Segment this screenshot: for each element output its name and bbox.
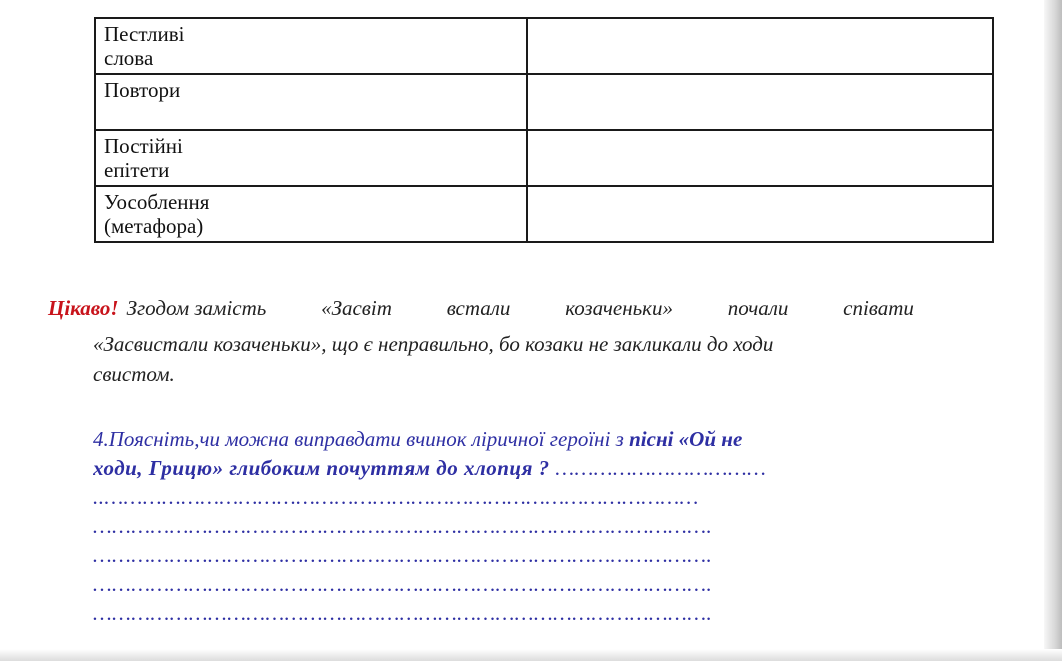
answer-cell[interactable] xyxy=(527,74,993,130)
answer-line[interactable]: ……………………………………………………………………………………. xyxy=(93,543,713,567)
page-edge-shadow xyxy=(1044,0,1062,661)
table-row xyxy=(95,130,993,186)
term-cell xyxy=(95,74,527,130)
note-word: почали xyxy=(727,296,789,320)
term-text: епітети xyxy=(104,158,170,183)
note-label: Цікаво! xyxy=(48,296,119,320)
page-bottom-shadow xyxy=(0,649,1062,661)
answer-cell[interactable] xyxy=(527,18,993,74)
term-text: (метафора) xyxy=(104,214,204,239)
answer-lines xyxy=(93,483,913,628)
table-row xyxy=(95,186,993,242)
term-text: Уособлення xyxy=(104,190,210,214)
answer-cell[interactable] xyxy=(527,186,993,242)
answer-line[interactable]: ……………………………………………………………………………………. xyxy=(93,572,713,596)
literary-devices-table xyxy=(94,17,994,243)
note-line-3: свистом. xyxy=(93,362,175,386)
term-cell xyxy=(95,130,527,186)
table-row xyxy=(95,74,993,130)
term-text: слова xyxy=(104,46,154,71)
term-text: Пестливі xyxy=(104,22,185,46)
note-word: Згодом замість xyxy=(126,296,267,320)
answer-line[interactable]: ..………………………………………………………………………………… xyxy=(93,485,699,509)
task-song-title-cont: ходи, Грицю» глибоким почуттям до хлопця ? xyxy=(93,456,550,480)
note-word: козаченьки» xyxy=(565,296,673,320)
answer-line[interactable]: ……………………………………………………………………………………. xyxy=(93,601,713,625)
task-song-title: пісні «Ой не xyxy=(629,427,743,451)
term-text: Повтори xyxy=(104,78,181,102)
note-word: встали xyxy=(446,296,511,320)
task-text: 4.Поясніть,чи можна виправдати вчинок ліричної героїні з xyxy=(93,427,630,451)
note-word: співати xyxy=(843,296,914,320)
interesting-note xyxy=(48,296,914,389)
term-cell xyxy=(95,186,527,242)
note-word: «Засвіт xyxy=(321,296,392,320)
answer-line[interactable]: ……………………………………………………………………………………. xyxy=(93,514,713,538)
task-question xyxy=(93,425,913,454)
table-row xyxy=(95,18,993,74)
answer-dots[interactable]: …………………………… xyxy=(549,456,767,480)
term-cell xyxy=(95,18,527,74)
note-line-2: «Засвистали козаченьки», що є неправильно, бо козаки не закликали до ходи xyxy=(93,332,774,356)
answer-cell[interactable] xyxy=(527,130,993,186)
note-line-1 xyxy=(48,296,914,321)
task-4 xyxy=(93,425,913,628)
term-text: Постійні xyxy=(104,134,183,158)
task-question-end xyxy=(93,454,913,483)
